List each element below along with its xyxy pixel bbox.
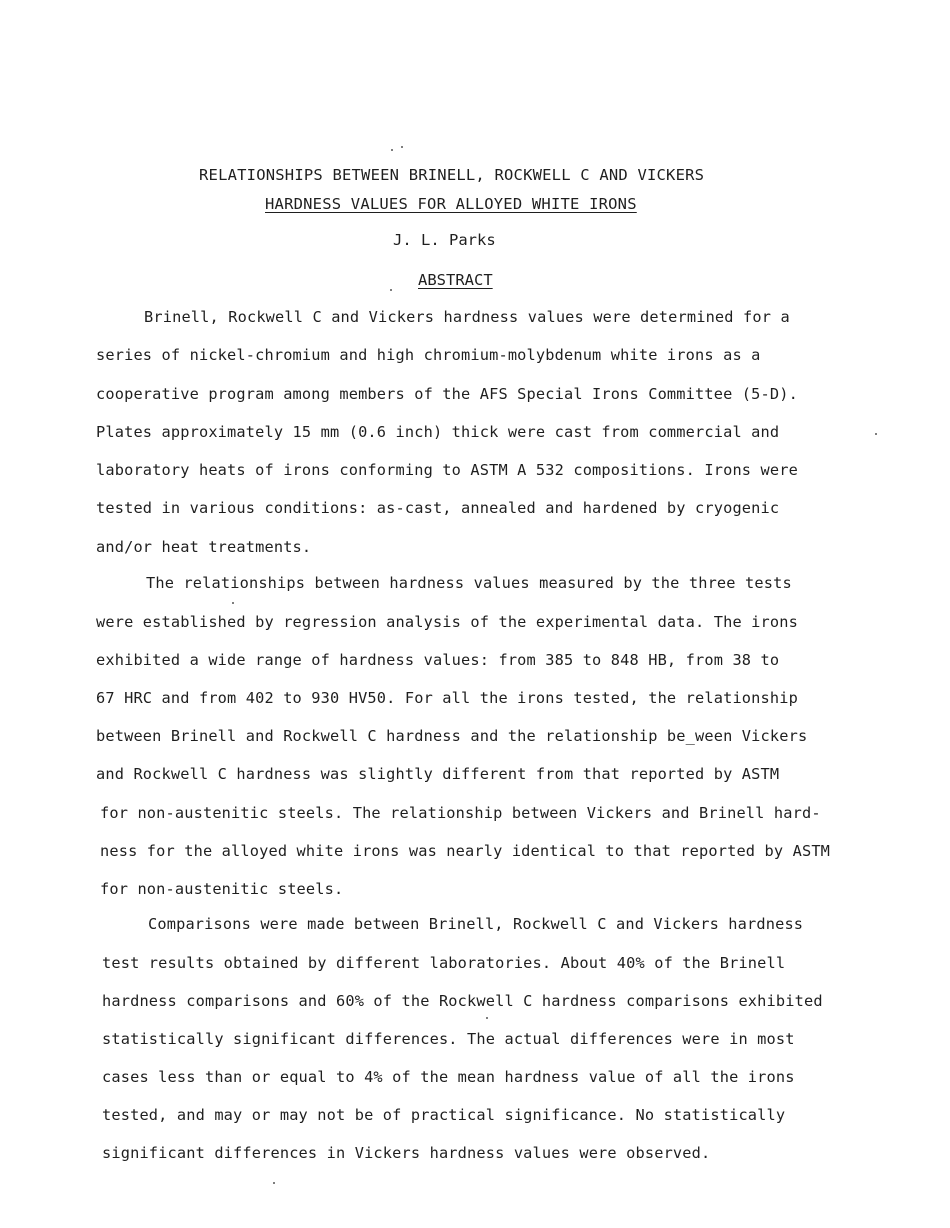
paragraph-line: Brinell, Rockwell C and Vickers hardness values were determined for a: [144, 308, 790, 326]
paragraph-line: The relationships between hardness values measured by the three tests: [146, 574, 792, 592]
title-line-2: HARDNESS VALUES FOR ALLOYED WHITE IRONS: [265, 195, 637, 213]
paragraph-line: series of nickel-chromium and high chromium-molybdenum white irons as a: [96, 346, 761, 364]
scan-speck: [391, 149, 393, 151]
scan-speck: [486, 1017, 488, 1019]
title-line-1: RELATIONSHIPS BETWEEN BRINELL, ROCKWELL C AND VICKERS: [199, 166, 705, 184]
paragraph-line: test results obtained by different laboratories. About 40% of the Brinell: [102, 954, 786, 972]
scan-speck: [875, 433, 877, 435]
paragraph-line: tested, and may or may not be of practical significance. No statistically: [102, 1106, 786, 1124]
paragraph-line: ness for the alloyed white irons was nearly identical to that reported by ASTM: [100, 842, 831, 860]
paragraph-line: cooperative program among members of the AFS Special Irons Committee (5-D).: [96, 385, 798, 403]
paragraph-line: 67 HRC and from 402 to 930 HV50. For all the irons tested, the relationship: [96, 689, 798, 707]
paragraph-line: Plates approximately 15 mm (0.6 inch) thick were cast from commercial and: [96, 423, 780, 441]
paragraph-line: tested in various conditions: as-cast, annealed and hardened by cryogenic: [96, 499, 780, 517]
scan-speck: [273, 1182, 275, 1184]
abstract-heading: ABSTRACT: [418, 271, 493, 289]
paragraph-line: and/or heat treatments.: [96, 538, 312, 556]
paragraph-line: exhibited a wide range of hardness values: from 385 to 848 HB, from 38 to: [96, 651, 780, 669]
paragraph-line: for non-austenitic steels.: [100, 880, 344, 898]
paragraph-line: between Brinell and Rockwell C hardness and the relationship be_ween Vickers: [96, 727, 808, 745]
scan-speck: [390, 289, 392, 291]
paragraph-line: hardness comparisons and 60% of the Rockwell C hardness comparisons exhibited: [102, 992, 823, 1010]
paragraph-line: laboratory heats of irons conforming to ASTM A 532 compositions. Irons were: [96, 461, 798, 479]
author-name: J. L. Parks: [393, 231, 496, 249]
paragraph-line: cases less than or equal to 4% of the mean hardness value of all the irons: [102, 1068, 795, 1086]
scan-speck: [401, 146, 403, 148]
paragraph-line: statistically significant differences. The actual differences were in most: [102, 1030, 795, 1048]
paragraph-line: for non-austenitic steels. The relationship between Vickers and Brinell hard-: [100, 804, 821, 822]
paragraph-line: were established by regression analysis of the experimental data. The irons: [96, 613, 798, 631]
paragraph-line: significant differences in Vickers hardness values were observed.: [102, 1144, 711, 1162]
scan-speck: [232, 602, 234, 604]
paragraph-line: and Rockwell C hardness was slightly different from that reported by ASTM: [96, 765, 780, 783]
paragraph-line: Comparisons were made between Brinell, Rockwell C and Vickers hardness: [148, 915, 804, 933]
